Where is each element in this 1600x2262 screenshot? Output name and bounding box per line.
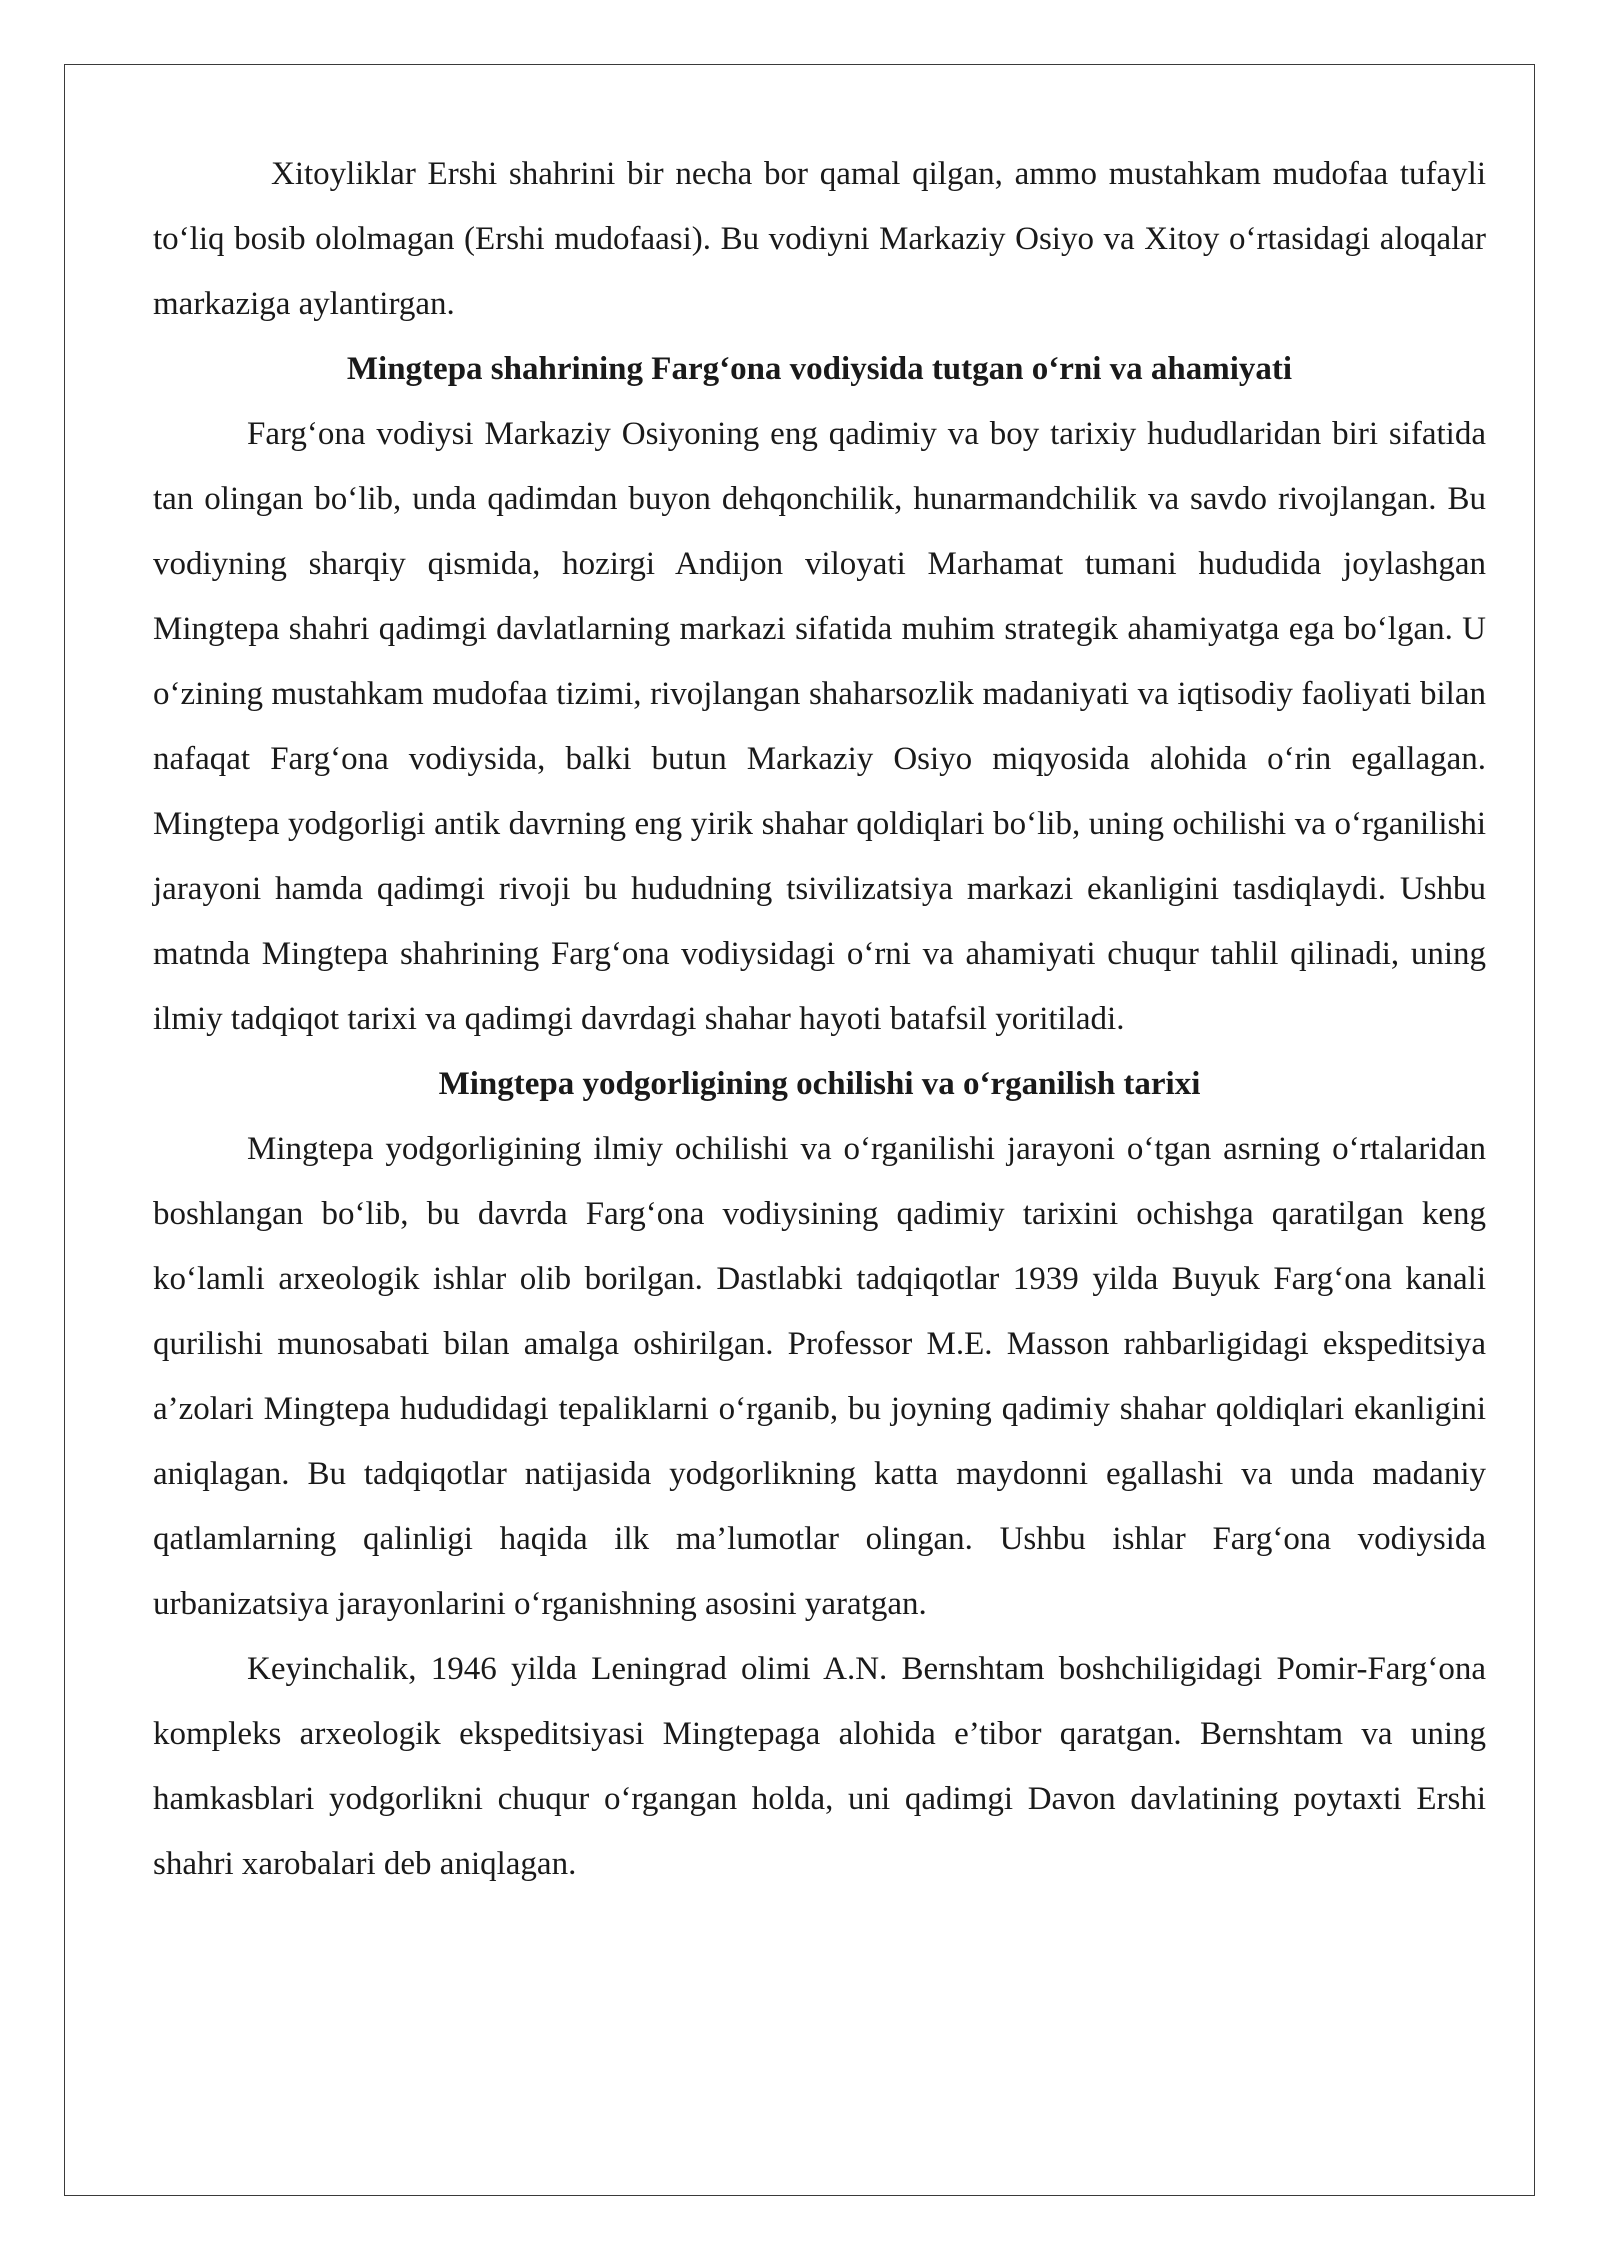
significance-paragraph: Farg‘ona vodiysi Markaziy Osiyoning eng qadimiy va boy tarixiy hududlaridan biri sifatida tan olingan bo‘lib, unda qadimdan buyon dehqonchilik, hunarmandchilik va savdo rivojlangan. Bu vodiyning sharqiy qismida, hozirgi Andijon viloyati Marhamat tumani hududida joylashgan Mingtepa shahri qadimgi davlatlarning markazi sifatida muhim strategik ahamiyatga ega bo‘lgan. U o‘zining mustahkam mudofaa tizimi, rivojlangan shaharsozlik madaniyati va iqtisodiy faoliyati bilan nafaqat Farg‘ona vodiysida, balki butun Markaziy Osiyo miqyosida alohida o‘rin egallagan. Mingtepa yodgorligi antik davrning eng yirik shahar qoldiqlari bo‘lib, uning ochilishi va o‘rganilishi jarayoni hamda qadimgi rivoji bu hududning tsivilizatsiya markazi ekanligini tasdiqlaydi. Ushbu matnda Mingtepa shahrining Farg‘ona vodiysidagi o‘rni va ahamiyati chuqur tahlil qilinadi, uning ilmiy tadqiqot tarixi va qadimgi davrdagi shahar hayoti batafsil yoritiladi. [153,416,1486,1037]
document-body [153,142,1486,1897]
section-heading-significance: Mingtepa shahrining Farg‘ona vodiysida tutgan o‘rni va ahamiyati [346,351,1293,387]
intro-paragraph: Xitoyliklar Ershi shahrini bir necha bor qamal qilgan, ammo mustahkam mudofaa tufayli to‘liq bosib ololmagan (Ershi mudofaasi). Bu vodiyni Markaziy Osiyo va Xitoy o‘rtasidagi aloqalar markaziga aylantirgan. [153,156,1486,322]
section-heading-research-history: Mingtepa yodgorligining ochilishi va o‘rganilish tarixi [438,1066,1201,1102]
bernshtam-paragraph: Keyinchalik, 1946 yilda Leningrad olimi A.N. Bernshtam boshchiligidagi Pomir-Farg‘ona kompleks arxeologik ekspeditsiyasi Mingtepaga alohida e’tibor qaratgan. Bernshtam va uning hamkasblari yodgorlikni chuqur o‘rgangan holda, uni qadimgi Davon davlatining poytaxti Ershi shahri xarobalari deb aniqlagan. [153,1651,1486,1882]
research-history-paragraph: Mingtepa yodgorligining ilmiy ochilishi va o‘rganilishi jarayoni o‘tgan asrning o‘rtalaridan boshlangan bo‘lib, bu davrda Farg‘ona vodiysining qadimiy tarixini ochishga qaratilgan keng ko‘lamli arxeologik ishlar olib borilgan. Dastlabki tadqiqotlar 1939 yilda Buyuk Farg‘ona kanali qurilishi munosabati bilan amalga oshirilgan. Professor M.E. Masson rahbarligidagi ekspeditsiya a’zolari Mingtepa hududidagi tepaliklarni o‘rganib, bu joyning qadimiy shahar qoldiqlari ekanligini aniqlagan. Bu tadqiqotlar natijasida yodgorlikning katta maydonni egallashi va unda madaniy qatlamlarning qalinligi haqida ilk ma’lumotlar olingan. Ushbu ishlar Farg‘ona vodiysida urbanizatsiya jarayonlarini o‘rganishning asosini yaratgan. [153,1131,1486,1622]
